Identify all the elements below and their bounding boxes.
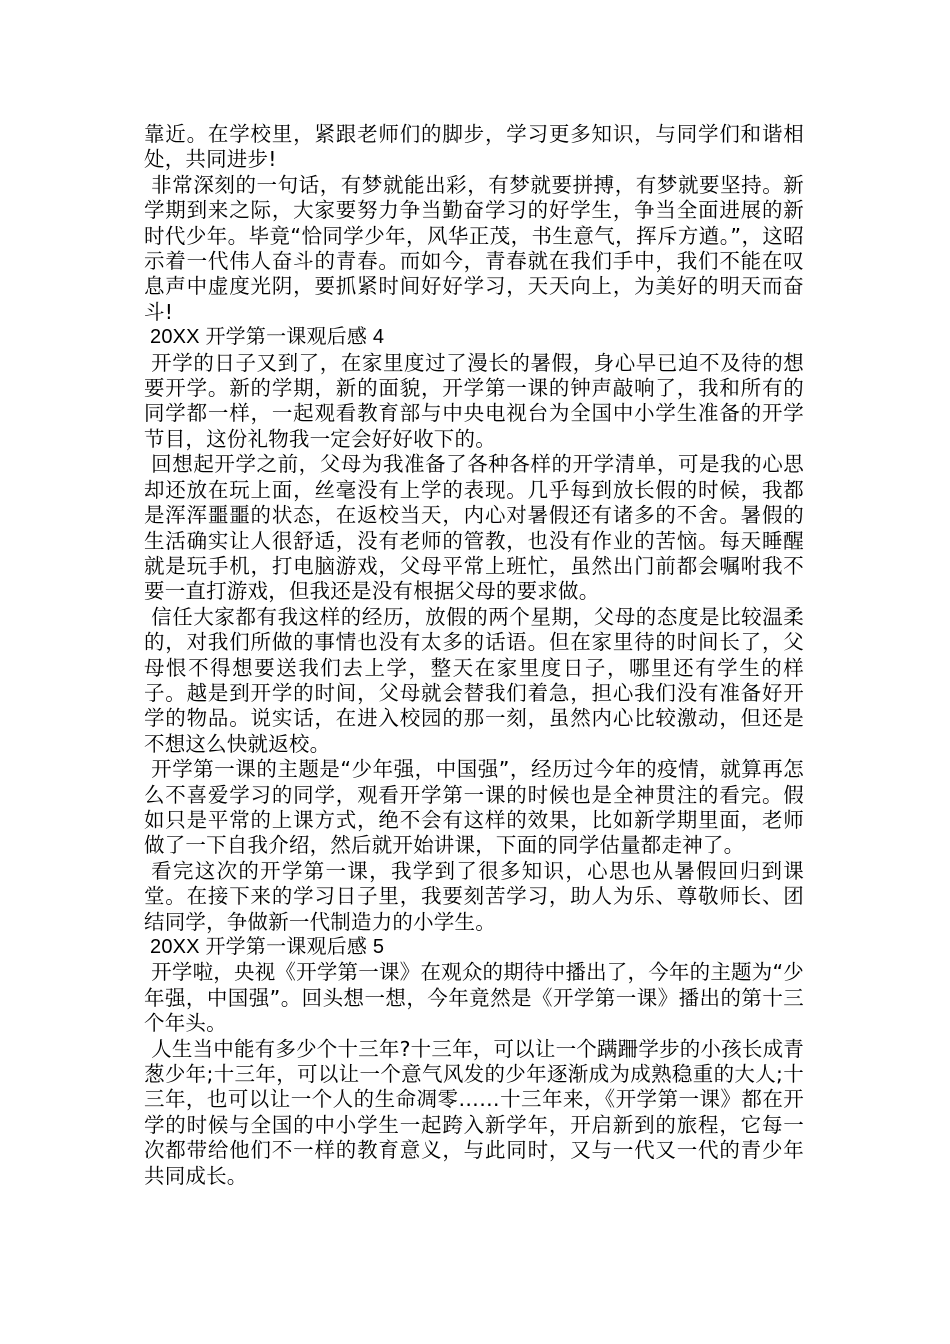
paragraph: 开学啦，央视《开学第一课》在观众的期待中播出了，今年的主题为“少年强，中国强”。回头想一想，今年竟然是《开学第一课》播出的第十三个年头。 (144, 960, 804, 1036)
section-heading: 20XX 开学第一课观后感 4 (150, 326, 385, 349)
paragraph: 回想起开学之前，父母为我准备了各种各样的开学清单，可是我的心思却还放在玩上面，丝毫没有上学的表现。几乎每到放长假的时候，我都是浑浑噩噩的状态，在返校当天，内心对暑假还有诸多的不舍。暑假的生活确实让人很舒适，没有老师的管教，也没有作业的苦恼。每天睡醒就是玩手机，打电脑游戏，父母平常上班忙，虽然出门前都会嘱咐我不要一直打游戏，但我还是没有根据父母的要求做。 (144, 452, 804, 604)
paragraph: 人生当中能有多少个十三年?十三年，可以让一个蹒跚学步的小孩长成青葱少年;十三年，可以让一个意气风发的少年逐渐成为成熟稳重的大人;十三年，也可以让一个人的生命凋零……十三年来，《开学第一课》都在开学的时候与全国的中小学生一起跨入新学年，开启新到的旅程，它每一次都带给他们不一样的教育意义，与此同时，又与一代又一代的青少年共同成长。 (144, 1036, 804, 1188)
paragraph: 信任大家都有我这样的经历，放假的两个星期，父母的态度是比较温柔的，对我们所做的事情也没有太多的话语。但在家里待的时间长了，父母恨不得想要送我们去上学，整天在家里度日子，哪里还有学生的样子。越是到开学的时间，父母就会替我们着急，担心我们没有准备好开学的物品。说实话，在进入校园的那一刻，虽然内心比较激动，但还是不想这么快就返校。 (144, 604, 804, 756)
section-heading: 20XX 开学第一课观后感 5 (150, 936, 385, 958)
paragraph: 靠近。在学校里，紧跟老师们的脚步，学习更多知识，与同学们和谐相处，共同进步! (144, 122, 804, 172)
paragraph: 开学的日子又到了，在家里度过了漫长的暑假，身心早已迫不及待的想要开学。新的学期，新的面貌，开学第一课的钟声敲响了，我和所有的同学都一样，一起观看教育部与中央电视台为全国中小学生准备的开学节目，这份礼物我一定会好好收下的。 (144, 350, 804, 451)
paragraph: 看完这次的开学第一课，我学到了很多知识，心思也从暑假回归到课堂。在接下来的学习日子里，我要刻苦学习，助人为乐、尊敬师长、团结同学，争做新一代制造力的小学生。 (144, 858, 804, 934)
paragraph: 非常深刻的一句话，有梦就能出彩，有梦就要拼搏，有梦就要坚持。新学期到来之际，大家要努力争当勤奋学习的好学生，争当全面进展的新时代少年。毕竟“恰同学少年，风华正茂，书生意气，挥斥方遒。”，这昭示着一代伟人奋斗的青春。而如今，青春就在我们手中，我们不能在叹息声中虚度光阴，要抓紧时间好好学习，天天向上，为美好的明天而奋斗! (144, 172, 804, 324)
document-body (144, 122, 804, 1189)
paragraph: 开学第一课的主题是“少年强，中国强”，经历过今年的疫情，就算再怎么不喜爱学习的同学，观看开学第一课的时候也是全神贯注的看完。假如只是平常的上课方式，绝不会有这样的效果，比如新学期里面，老师做了一下自我介绍，然后就开始讲课，下面的同学估量都走神了。 (144, 757, 804, 858)
